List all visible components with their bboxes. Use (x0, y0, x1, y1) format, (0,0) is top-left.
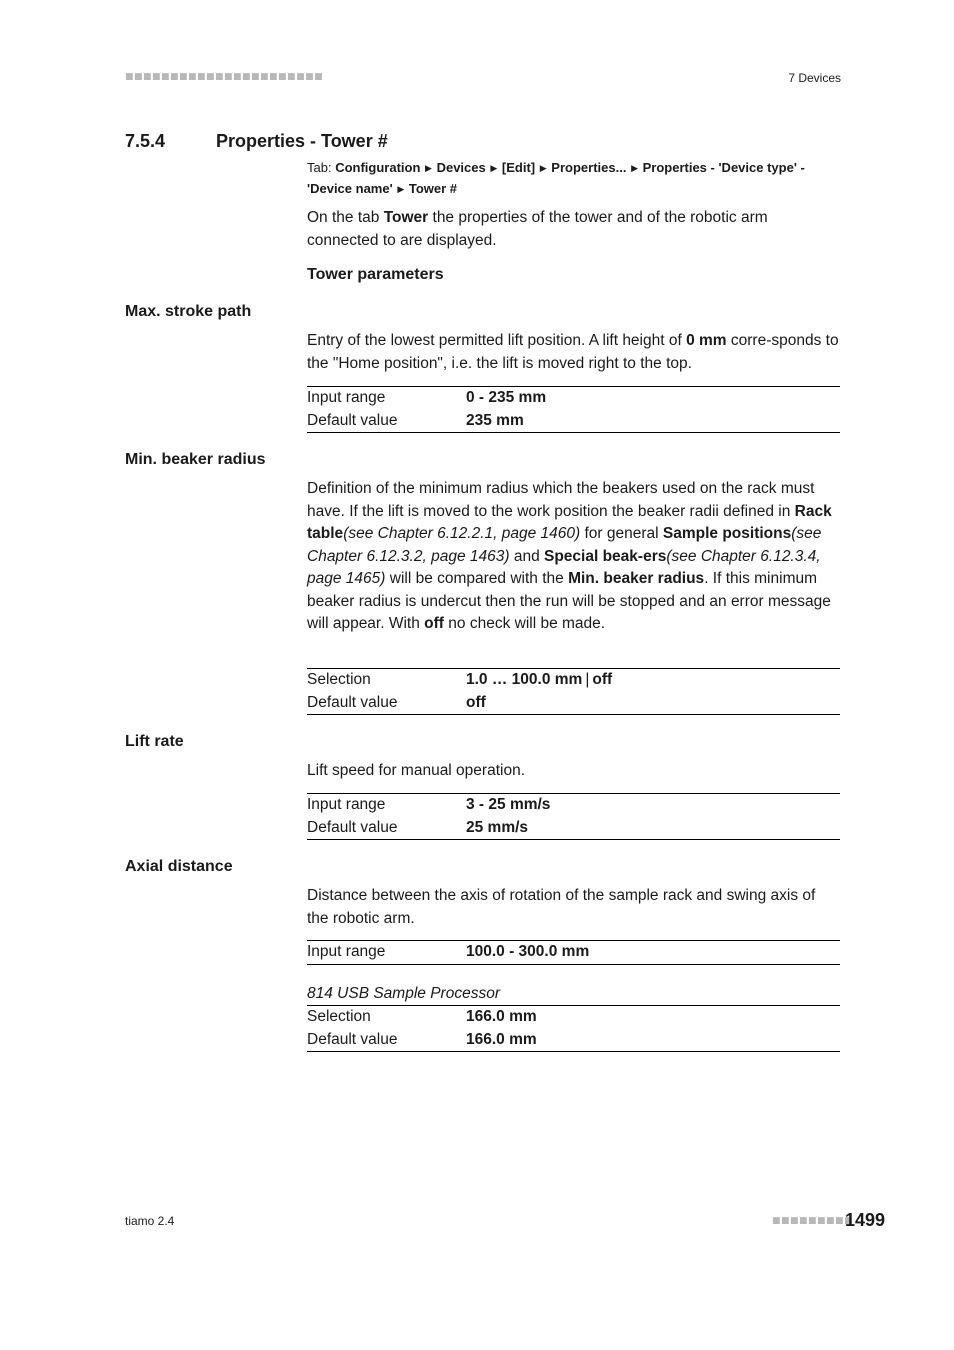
device-caption: 814 USB Sample Processor (307, 983, 840, 1006)
desc-text: corre-sponds to the "Home position", i.e. the lift is moved right to the top. (307, 332, 839, 372)
table-row (307, 817, 840, 840)
desc-text: Definition of the minimum radius which the beakers used on the rack must have. If the lift is moved to the work position the beaker radii defined in (307, 480, 815, 520)
intro-bold: Tower (383, 209, 429, 226)
table-value: 166.0 mm (466, 1030, 537, 1048)
arrow-right-icon: ▶ (490, 163, 498, 173)
table-value: 235 mm (466, 411, 524, 429)
separator: | (585, 671, 590, 688)
table-row (307, 941, 840, 965)
param-name-axial: Axial distance (125, 858, 233, 875)
table-key: Selection (307, 1008, 371, 1025)
tab-path-item: [Edit] (501, 160, 536, 175)
param-table-axial (307, 940, 840, 965)
table-row (307, 1029, 840, 1052)
intro-text: the properties of the tower and of the robotic arm connected to are displayed. (307, 209, 768, 249)
desc-bold: off (424, 615, 444, 632)
cross-reference-link[interactable]: (see Chapter 6.12.3.2, page 1463) (307, 525, 822, 565)
desc-text: for general (580, 525, 663, 542)
cross-reference-link[interactable]: (see Chapter 6.12.3.4, page 1465) (307, 547, 821, 587)
table-row (307, 669, 840, 692)
section-title: Properties - Tower # (216, 131, 388, 151)
table-value (466, 669, 840, 692)
desc-text: will be compared with the (385, 570, 569, 587)
table-key: Default value (307, 411, 398, 429)
table-key: Selection (307, 671, 371, 688)
param-desc-min-beaker (307, 478, 840, 636)
tab-path (307, 158, 840, 200)
page-number: 1499 (845, 1210, 886, 1230)
header-decoration: ■■■■■■■■■■■■■■■■■■■■■■ (125, 72, 324, 82)
param-desc-lift-rate: Lift speed for manual operation. (307, 762, 525, 779)
selection-off: off (592, 671, 613, 688)
section-number: 7.5.4 (125, 131, 166, 151)
desc-text: . If this minimum beaker radius is undercut then the run will be stopped and an error message will appear. With (307, 570, 831, 632)
table-row (307, 387, 840, 410)
param-name-min-beaker: Min. beaker radius (125, 451, 266, 468)
arrow-right-icon: ▶ (397, 184, 405, 194)
desc-bold: 0 mm (686, 332, 727, 349)
desc-bold: Min. beaker radius (568, 570, 705, 587)
table-row (307, 410, 840, 433)
desc-text: and (509, 547, 544, 565)
tab-path-item: Devices (436, 160, 486, 175)
intro-paragraph (307, 207, 840, 252)
table-key: Input range (307, 943, 386, 960)
tab-path-item: Properties - 'Device type' - 'Device name' (307, 160, 805, 196)
arrow-right-icon: ▶ (631, 163, 638, 173)
table-key: Input range (307, 389, 386, 406)
tab-path-item: Properties... (551, 160, 627, 175)
tab-path-prefix: Tab: (307, 160, 336, 175)
tab-path-item: Tower # (408, 181, 458, 196)
table-value: 3 - 25 mm/s (466, 796, 551, 813)
arrow-right-icon: ▶ (539, 163, 547, 173)
cross-reference-link[interactable]: (see Chapter 6.12.2.1, page 1460) (343, 525, 581, 542)
table-key: Default value (307, 1030, 398, 1048)
footer-product: tiamo 2.4 (125, 1214, 175, 1228)
param-desc-axial: Distance between the axis of rotation of the sample rack and swing axis of the robotic arm. (307, 887, 816, 927)
param-table-lift-rate (307, 793, 840, 840)
table-value: 166.0 mm (466, 1008, 537, 1025)
param-name-max-stroke: Max. stroke path (125, 303, 252, 320)
param-table-axial-device (307, 983, 840, 1052)
table-value: 100.0 - 300.0 mm (466, 943, 590, 960)
table-row (307, 1006, 840, 1029)
table-value: 25 mm/s (466, 818, 529, 836)
param-desc-max-stroke (307, 330, 840, 375)
arrow-right-icon: ▶ (425, 163, 432, 173)
selection-range: 1.0 … 100.0 mm (466, 671, 583, 688)
table-value: 0 - 235 mm (466, 389, 547, 406)
desc-bold: Sample positions (662, 525, 792, 542)
table-key: Default value (307, 818, 398, 836)
table-value: off (466, 693, 486, 711)
tab-path-item: Configuration (335, 160, 421, 175)
desc-text: Entry of the lowest permitted lift position. A lift height of (307, 332, 687, 349)
param-name-lift-rate: Lift rate (125, 733, 184, 750)
table-key: Default value (307, 693, 398, 711)
header-chapter: 7 Devices (788, 71, 841, 85)
param-table-max-stroke (307, 386, 840, 433)
desc-bold: Special beak-ers (544, 547, 667, 565)
desc-bold: Rack table (307, 502, 832, 542)
intro-text: On the tab (307, 209, 384, 226)
table-row (307, 794, 840, 817)
param-table-min-beaker (307, 668, 840, 715)
table-key: Input range (307, 796, 386, 813)
table-row (307, 692, 840, 715)
desc-text: no check will be made. (443, 615, 606, 632)
footer-decoration: ■■■■■■■■■ (772, 1216, 854, 1226)
subheading: Tower parameters (307, 266, 444, 283)
